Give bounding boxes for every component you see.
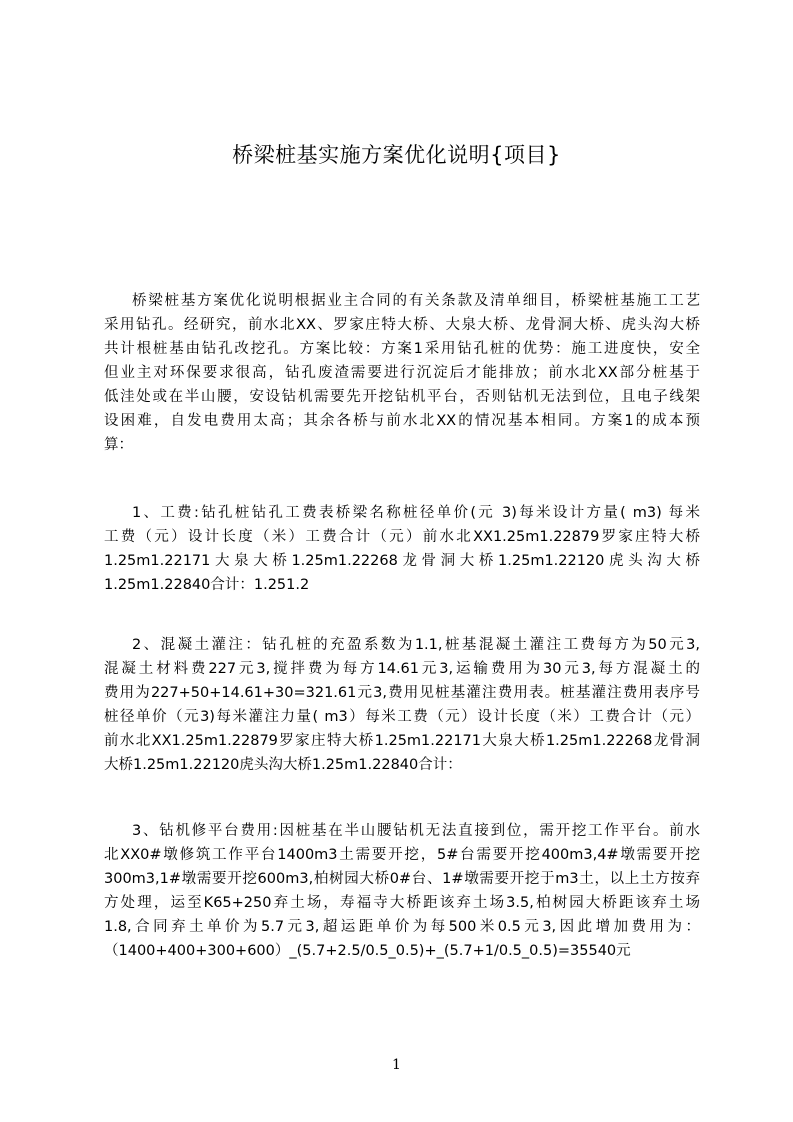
paragraph-line: 桥梁桩基方案优化说明根据业主合同的有关条款及清单细目，桥梁桩基施工工艺 xyxy=(132,293,700,309)
paragraph-line: 前水北XX1.25m1.22879罗家庄特大桥1.25m1.22171大泉大桥1.25m1.22268龙骨洞 xyxy=(104,733,700,749)
page-number: 1 xyxy=(392,1057,401,1073)
paragraph-line: 低洼处或在半山腰，安设钻机需要先开挖钻机平台，否则钻机无法到位，且电子线架 xyxy=(104,389,700,405)
paragraph-line: 1.25m1.22840合计：1.251.2 xyxy=(104,577,310,593)
paragraph-line: （1400+400+300+600）_(5.7+2.5/0.5_0.5)+_(5.7+1/0.5_0.5)=35540元 xyxy=(104,943,631,959)
paragraph-line: 2、混凝土灌注：钻孔桩的充盈系数为1.1,桩基混凝土灌注工费每方为50元3, xyxy=(132,637,700,653)
paragraph-line: 算： xyxy=(104,437,133,453)
paragraph-line: 300m3,1#墩需要开挖600m3,柏树园大桥0#台、1#墩需要开挖于m3土，以上土方按弃 xyxy=(104,871,700,887)
paragraph-line: 1.8,合同弃土单价为5.7元3,超运距单价为每500米0.5元3,因此增加费用为： xyxy=(104,919,700,935)
paragraph-line: 费用为227+50+14.61+30=321.61元3,费用见桩基灌注费用表。桩基灌注费用表序号 xyxy=(104,685,700,701)
paragraph-platform-cost xyxy=(104,819,700,963)
paragraph-concrete-pouring xyxy=(104,633,700,777)
paragraph-line: 大桥1.25m1.22120虎头沟大桥1.25m1.22840合计： xyxy=(104,757,462,773)
paragraph-line: 混凝土材料费227元3,搅拌费为每方14.61元3,运输费用为30元3,每方混凝土的 xyxy=(104,661,700,677)
paragraph-line: 3、钻机修平台费用:因桩基在半山腰钻机无法直接到位，需开挖工作平台。前水 xyxy=(132,823,700,839)
paragraph-line: 1、工费:钻孔桩钻孔工费表桥梁名称桩径单价(元 3)每米设计方量( m3) 每米 xyxy=(132,505,700,521)
paragraph-line: 北XX0#墩修筑工作平台1400m3土需要开挖，5#台需要开挖400m3,4#墩需要开挖 xyxy=(104,847,700,863)
paragraph-line: 共计根桩基由钻孔改挖孔。方案比较：方案1采用钻孔桩的优势：施工进度快，安全 xyxy=(104,341,700,357)
paragraph-line: 桩径单价（元3)每米灌注力量( m3）每米工费（元）设计长度（米）工费合计（元） xyxy=(104,709,700,725)
paragraph-line: 但业主对环保要求很高，钻孔废渣需要进行沉淀后才能排放；前水北XX部分桩基于 xyxy=(104,365,700,381)
paragraph-line: 设困难，自发电费用太高；其余各桥与前水北XX的情况基本相同。方案1的成本预 xyxy=(104,413,700,429)
paragraph-line: 工费（元）设计长度（米）工费合计（元）前水北XX1.25m1.22879罗家庄特大桥 xyxy=(104,529,700,545)
document-title: 桥梁桩基实施方案优化说明{项目} xyxy=(232,143,561,167)
paragraph-intro xyxy=(104,289,700,457)
paragraph-labor-cost xyxy=(104,501,700,597)
paragraph-line: 采用钻孔。经研究，前水北XX、罗家庄特大桥、大泉大桥、龙骨洞大桥、虎头沟大桥 xyxy=(104,317,700,333)
paragraph-line: 1.25m1.22171大泉大桥1.25m1.22268龙骨洞大桥1.25m1.22120虎头沟大桥 xyxy=(104,553,700,569)
paragraph-line: 方处理，运至K65+250弃土场，寿福寺大桥距该弃土场3.5,柏树园大桥距该弃土场 xyxy=(104,895,700,911)
